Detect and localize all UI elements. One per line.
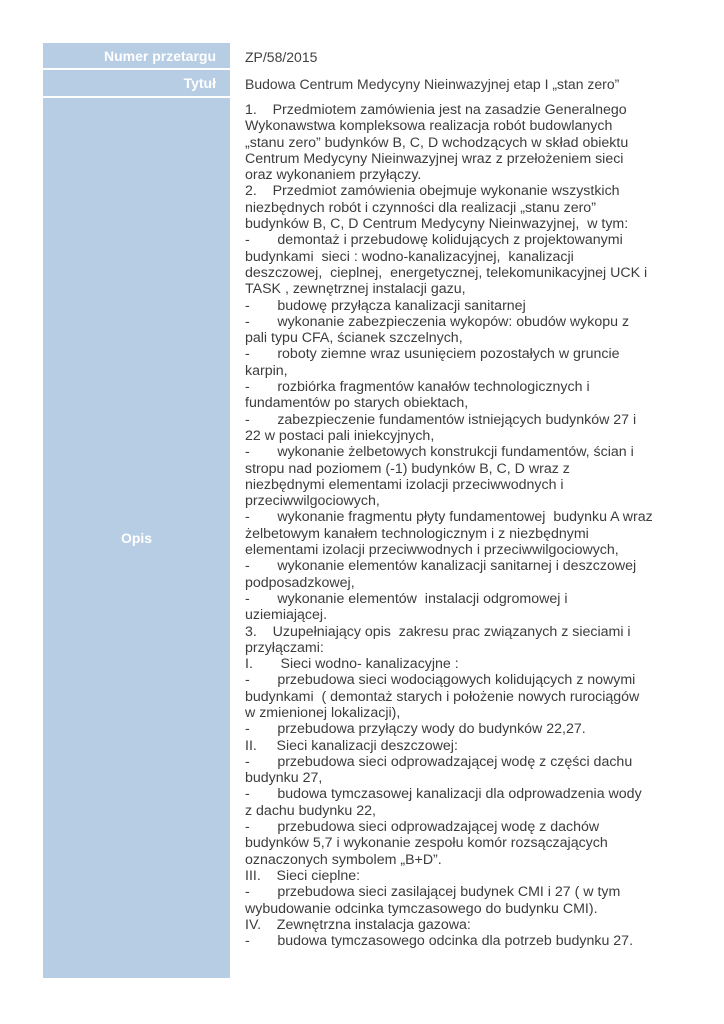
description-line: I. Sieci wodno- kanalizacyjne : bbox=[245, 656, 459, 673]
title-value: Budowa Centrum Medycyny Nieinwazyjnej etap I „stan zero” bbox=[245, 76, 620, 92]
description-line: budynkami ( demontaż starych i położenie nowych rurociągów bbox=[245, 688, 640, 705]
description-line: - wykonanie zabezpieczenia wykopów: obudów wykopu z bbox=[245, 313, 630, 330]
description-row bbox=[43, 98, 663, 978]
description-line: - rozbiórka fragmentów kanałów technologicznych i bbox=[245, 379, 590, 396]
description-line: wybudowanie odcinka tymczasowego do budynku CMI). bbox=[245, 900, 598, 917]
description-line: - roboty ziemne wraz usunięciem pozostałych w gruncie bbox=[245, 346, 620, 363]
description-line: - przebudowa sieci odprowadzającej wodę z dachów bbox=[245, 819, 600, 836]
description-line: - budowę przyłącza kanalizacji sanitarnej bbox=[245, 297, 526, 314]
description-line: budynków 5,7 i wykonanie zespołu komór rozsączających bbox=[245, 835, 608, 852]
description-line: - zabezpieczenie fundamentów istniejących budynków 27 i bbox=[245, 411, 637, 428]
description-line: - przebudowa sieci odprowadzającej wodę z części dachu bbox=[245, 753, 633, 770]
description-line: 2. Przedmiot zamówienia obejmuje wykonanie wszystkich bbox=[245, 183, 620, 200]
description-line: Wykonawstwa kompleksowa realizacja robót budowlanych bbox=[245, 118, 613, 135]
description-line: przyłączami: bbox=[245, 639, 324, 656]
description-line: w zmienionej lokalizacji), bbox=[245, 704, 401, 721]
description-line: 1. Przedmiotem zamówienia jest na zasadzie Generalnego bbox=[245, 102, 627, 118]
description-line: II. Sieci kanalizacji deszczowej: bbox=[245, 737, 458, 754]
description-line: przeciwwilgociowych, bbox=[245, 493, 380, 510]
description-line: oznaczonych symbolem „B+D”. bbox=[245, 851, 442, 868]
title-row bbox=[43, 70, 663, 98]
description-line: „stanu zero” budynków B, C, D wchodzących w skład obiektu bbox=[245, 134, 629, 151]
description-line: - wykonanie żelbetowych konstrukcji fundamentów, ścian i bbox=[245, 444, 634, 461]
description-lines bbox=[245, 102, 655, 949]
description-line: - budowa tymczasowej kanalizacji dla odprowadzenia wody bbox=[245, 786, 642, 803]
description-line: - wykonanie elementów instalacji odgromowej i bbox=[245, 590, 568, 607]
description-label: Opis bbox=[43, 98, 230, 978]
description-line: stropu nad poziomem (-1) budynków B, C, D wraz z bbox=[245, 460, 570, 477]
description-line: fundamentów po starych obiektach, bbox=[245, 395, 469, 412]
description-line: deszczowej, cieplnej, energetycznej, telekomunikacyjnej UCK i bbox=[245, 264, 648, 281]
description-line: budynkami sieci : wodno-kanalizacyjnej, kanalizacji bbox=[245, 248, 574, 265]
tender-number-row bbox=[43, 43, 663, 70]
description-line: - przebudowa sieci wodociągowych kolidujących z nowymi bbox=[245, 672, 636, 689]
description-line: TASK , zewnętrznej instalacji gazu, bbox=[245, 281, 466, 298]
tender-number-label: Numer przetargu bbox=[43, 43, 230, 70]
description-line: żelbetowym kanałem technologicznym i z niezbędnymi bbox=[245, 525, 589, 542]
description-line: budynków B, C, D Centrum Medycyny Nieinwazyjnej, w tym: bbox=[245, 216, 629, 233]
description-line: karpin, bbox=[245, 362, 288, 379]
description-line: pali typu CFA, ścianek szczelnych, bbox=[245, 330, 463, 347]
description-line: oraz wykonaniem przyłączy. bbox=[245, 167, 422, 184]
description-line: Centrum Medycyny Nieinwazyjnej wraz z przełożeniem sieci bbox=[245, 150, 624, 167]
description-line: niezbędnych robót i czynności dla realizacji „stanu zero” bbox=[245, 199, 596, 216]
description-value bbox=[230, 98, 663, 978]
tender-number-value: ZP/58/2015 bbox=[245, 48, 318, 65]
tender-table bbox=[43, 43, 663, 978]
description-line: - budowa tymczasowego odcinka dla potrzeb budynku 27. bbox=[245, 933, 634, 950]
description-line: - wykonanie fragmentu płyty fundamentowej budynku A wraz bbox=[245, 509, 653, 526]
description-line: uziemiającej. bbox=[245, 607, 328, 624]
description-line: niezbędnymi elementami izolacji przeciwwodnych i bbox=[245, 476, 564, 493]
description-line: - przebudowa przyłączy wody do budynków 22,27. bbox=[245, 721, 586, 738]
description-line: - demontaż i przebudowę kolidujących z projektowanymi bbox=[245, 232, 623, 249]
description-line: III. Sieci cieplne: bbox=[245, 867, 361, 884]
description-line: budynku 27, bbox=[245, 770, 323, 787]
description-line: - przebudowa sieci zasilającej budynek CMI i 27 ( w tym bbox=[245, 884, 621, 901]
description-line: 22 w postaci pali iniekcyjnych, bbox=[245, 427, 435, 444]
title-label: Tytuł bbox=[43, 70, 230, 98]
description-line: elementami izolacji przeciwwodnych i przeciwwilgociowych, bbox=[245, 542, 619, 559]
description-line: IV. Zewnętrzna instalacja gazowa: bbox=[245, 916, 471, 933]
description-line: - wykonanie elementów kanalizacji sanitarnej i deszczowej bbox=[245, 558, 637, 575]
description-line: podposadzkowej, bbox=[245, 574, 355, 591]
description-line: 3. Uzupełniający opis zakresu prac związanych z sieciami i bbox=[245, 623, 631, 640]
description-line: z dachu budynku 22, bbox=[245, 802, 376, 819]
